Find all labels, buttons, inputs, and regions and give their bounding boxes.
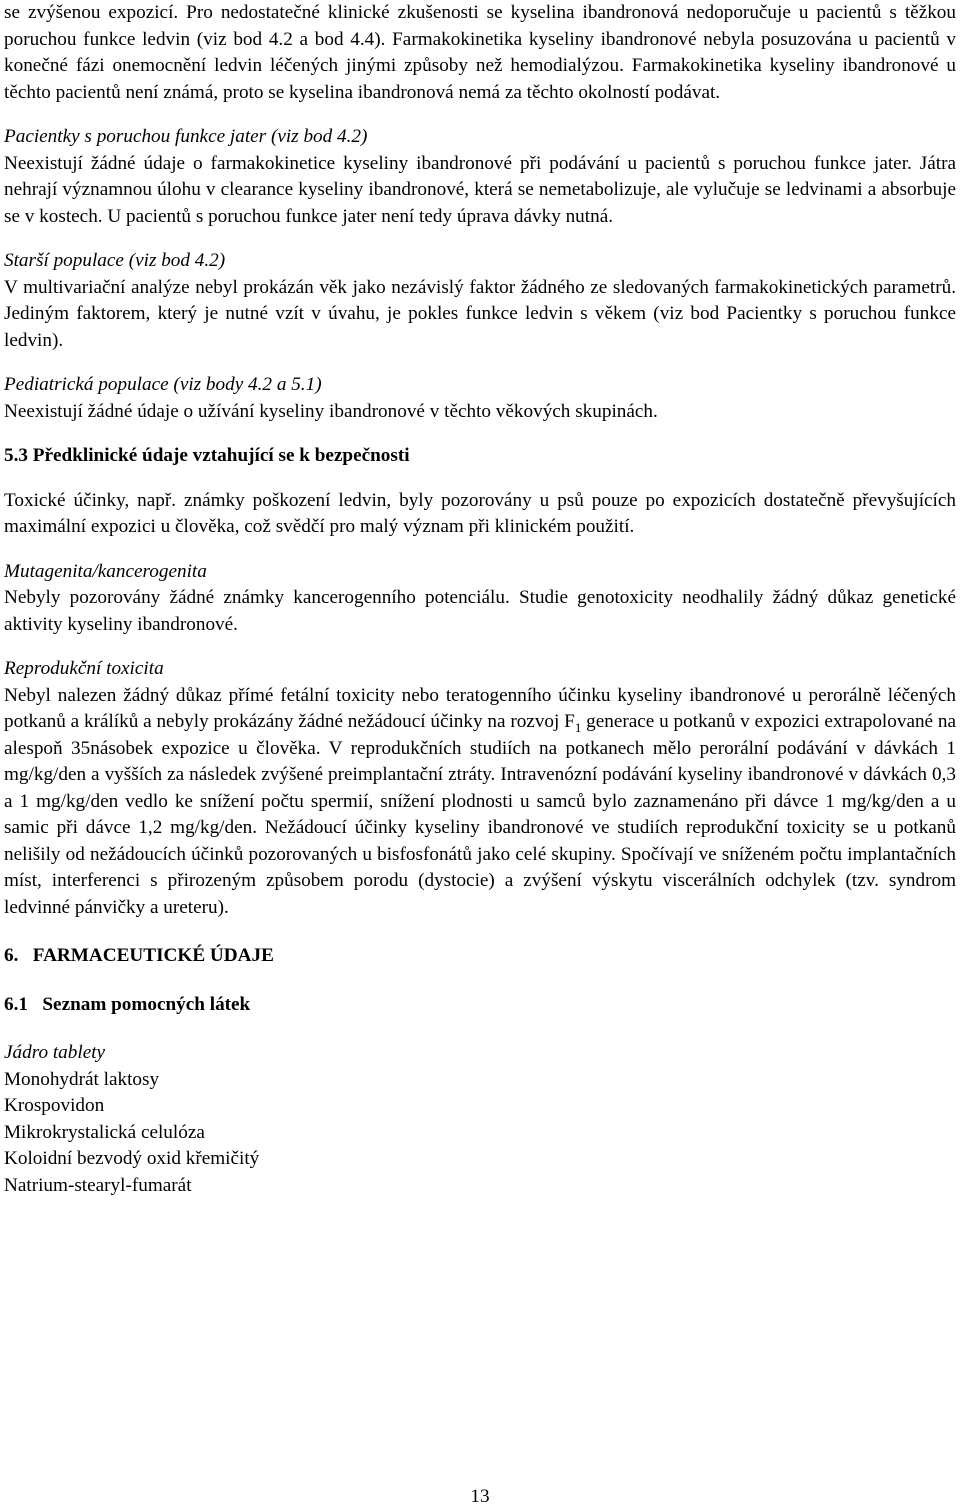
spacer (4, 230, 956, 248)
reproductive-text-a: Nebyl nalezen žádný důkaz přímé fetální toxicity nebo teratogenního účinku kyseliny ibandronové u perorálně léčených potkanů a králíků a nebyly prokázány žádné nežádoucí účinky na rozvoj F (4, 684, 956, 732)
reproductive-paragraph (4, 683, 956, 922)
spacer (4, 1018, 956, 1040)
section-5-3-title: 5.3 Předklinické údaje vztahující se k bezpečnosti (4, 445, 410, 466)
spacer (4, 921, 956, 943)
reproductive-heading: Reprodukční toxicita (4, 658, 164, 679)
spacer (4, 638, 956, 656)
spacer (4, 354, 956, 372)
spacer (4, 425, 956, 443)
elderly-heading: Starší populace (viz bod 4.2) (4, 250, 226, 271)
page-number: 13 (470, 1486, 490, 1507)
reproductive-subscript: 1 (574, 719, 582, 735)
section-6-title: 6. FARMACEUTICKÉ ÚDAJE (4, 945, 274, 966)
pediatric-heading: Pediatrická populace (viz body 4.2 a 5.1) (4, 374, 322, 395)
excipient-item: Natrium-stearyl-fumarát (4, 1174, 192, 1196)
elderly-paragraph: V multivariační analýze nebyl prokázán věk jako nezávislý faktor žádného ze sledovaných farmakokinetických parametrů. Jediným faktorem, který je nutné vzít v úvahu, je pokles funkce ledvin s věkem (viz bod Pacientky s poruchou funkce ledvin). (4, 276, 956, 351)
spacer (4, 470, 956, 488)
spacer (4, 106, 956, 124)
mutagenicity-heading: Mutagenita/kancerogenita (4, 560, 207, 582)
section-6-1-title: 6.1 Seznam pomocných látek (4, 993, 251, 1015)
excipient-item: Monohydrát laktosy (4, 1068, 160, 1090)
hepatic-paragraph: Neexistují žádné údaje o farmakokinetice kyseliny ibandronové při podávání u pacientů s poruchou funkce jater. Játra nehrají významnou úlohu v clearance kyseliny ibandronové, která se nemetabolizuje, ale vylučuje se ledvinami a absorbuje se v kostech. U pacientů s poruchou funkce jater není tedy úprava dávky nutná. (4, 152, 956, 227)
hepatic-heading: Pacientky s poruchou funkce jater (viz bod 4.2) (4, 126, 368, 147)
spacer (4, 970, 956, 992)
mutagenicity-paragraph: Nebyly pozorovány žádné známky kancerogenního potenciálu. Studie genotoxicity neodhalily žádný důkaz genetické aktivity kyseliny ibandronové. (4, 587, 956, 635)
reproductive-text-b: generace u potkanů v expozici extrapolované na alespoň 35násobek expozice u člověka. V reprodukčních studiích na potkanech mělo perorální podávání v dávkách 1 mg/kg/den a vyšších za následek zvýšené preimplantační ztráty. Intravenózní podávání kyseliny ibandronové v dávkách 0,3 a 1 mg/kg/den vedlo ke snížení počtu spermií, snížení plodnosti u samců bylo zaznamenáno při dávce 1 mg/kg/den a u samic při dávce 1,2 mg/kg/den. Nežádoucí účinky kyseliny ibandronové ve studiích reprodukční toxicity se u potkanů nelišily od nežádoucích účinků pozorovaných u bisfosfonátů jako celé skupiny. Spočívají ve sníženém počtu implantačních míst, interferenci s přirozeným způsobem porodu (dystocie) a zvýšení výskytu viscerálních odchylek (tzv. syndrom ledvinné pánvičky a ureteru). (4, 711, 956, 918)
tablet-core-heading: Jádro tablety (4, 1042, 106, 1063)
section-5-3-paragraph: Toxické účinky, např. známky poškození ledvin, byly pozorovány u psů pouze po expozicích dostatečně převyšujících maximální expozici u člověka, což svědčí pro malý význam při klinickém použití. (4, 489, 956, 537)
intro-paragraph: se zvýšenou expozicí. Pro nedostatečné klinické zkušenosti se kyselina ibandronová nedoporučuje u pacientů s těžkou poruchou funkce ledvin (viz bod 4.2 a bod 4.4). Farmakokinetika kyseliny ibandronové nebyla posuzována u pacientů v konečné fázi onemocnění ledvin léčených jinými způsoby než hemodialýzou. Farmakokinetika kyseliny ibandronové u těchto pacientů není známá, proto se kyselina ibandronová nemá za těchto okolností podávat. (4, 2, 956, 103)
excipient-item: Koloidní bezvodý oxid křemičitý (4, 1148, 260, 1169)
excipient-item: Krospovidon (4, 1095, 105, 1116)
document-page (4, 0, 956, 1199)
pediatric-paragraph: Neexistují žádné údaje o užívání kyseliny ibandronové v těchto věkových skupinách. (4, 400, 658, 422)
spacer (4, 541, 956, 559)
excipient-item: Mikrokrystalická celulóza (4, 1121, 205, 1143)
